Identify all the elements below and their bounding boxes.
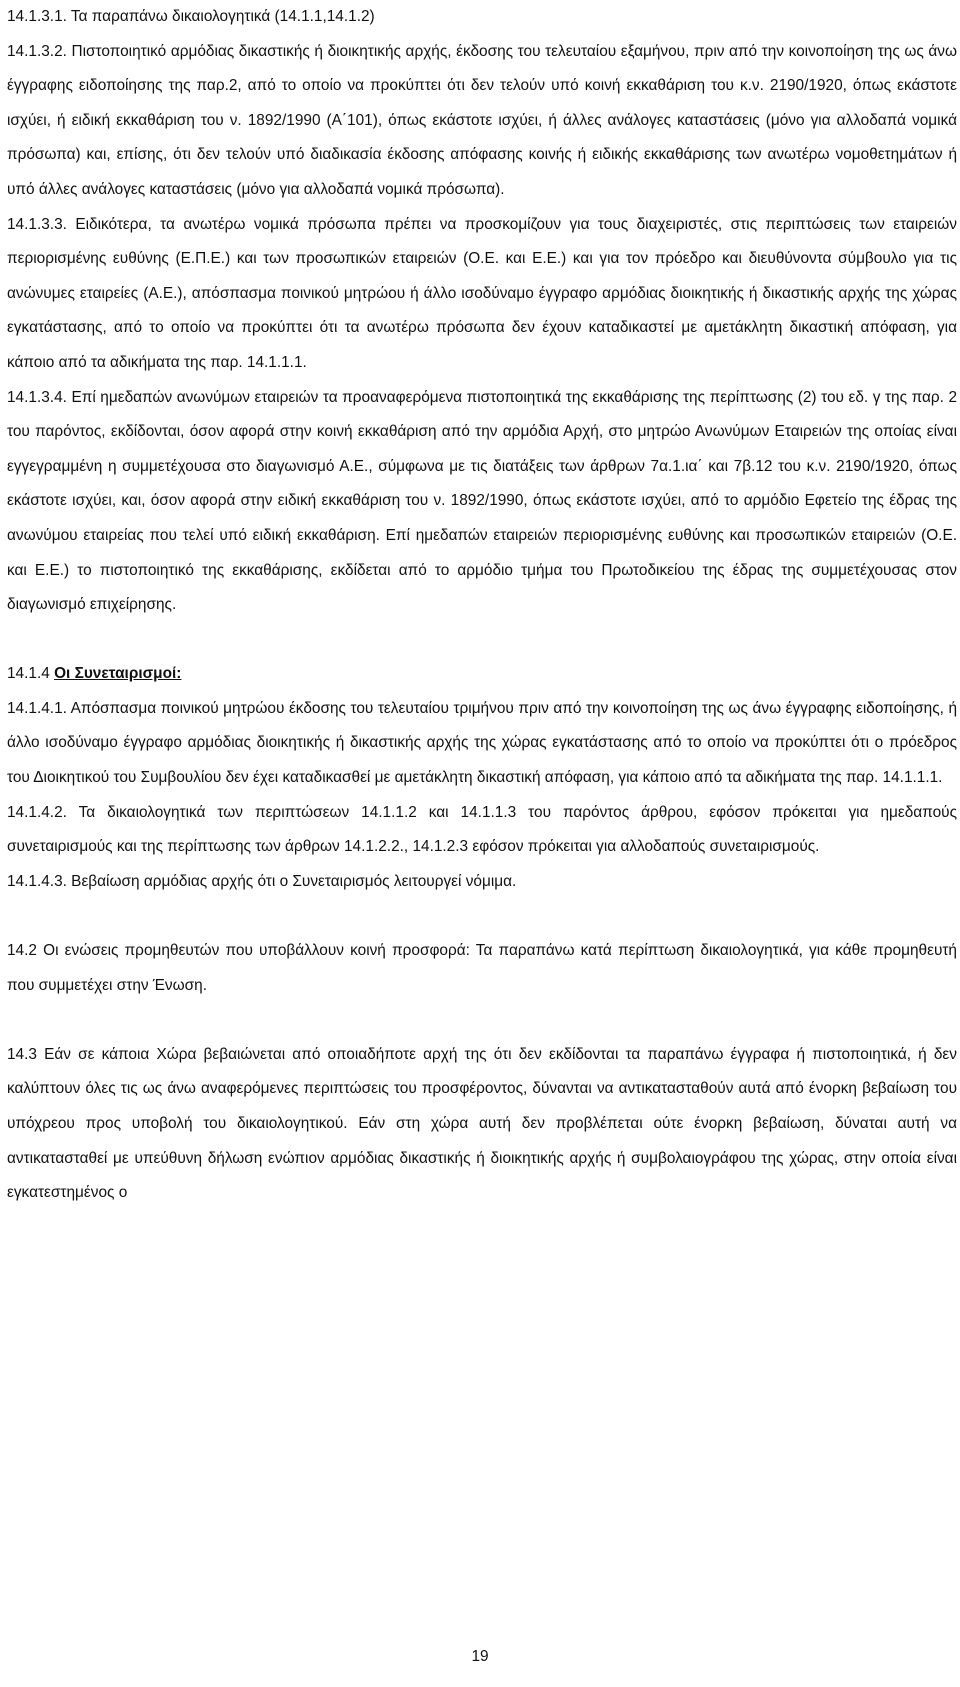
section-title: Οι Συνεταιρισμοί:	[54, 665, 182, 683]
spacer	[7, 899, 957, 934]
spacer	[7, 1003, 957, 1038]
document-page	[7, 0, 957, 1687]
paragraph-14-1-4-3: 14.1.4.3. Βεβαίωση αρμόδιας αρχής ότι ο Συνεταιρισμός λειτουργεί νόμιμα.	[7, 872, 517, 890]
section-heading-14-1-4	[7, 657, 957, 692]
paragraph-14-1-4-2: 14.1.4.2. Τα δικαιολογητικά των περιπτώσεων 14.1.1.2 και 14.1.1.3 του παρόντος άρθρου, εφόσον πρόκειται για ημεδαπούς συνεταιρισμούς και της περίπτωσης των άρθρων 14.1.2.2., 14.1.2.3 εφόσον πρόκειται για αλλοδαπούς συνεταιρισμούς.	[7, 803, 957, 856]
section-number: 14.1.4	[7, 665, 50, 683]
paragraph-14-3: 14.3 Εάν σε κάποια Χώρα βεβαιώνεται από οποιαδήποτε αρχή της ότι δεν εκδίδονται τα παραπάνω έγγραφα ή πιστοποιητικά, ή δεν καλύπτουν όλες τις ως άνω αναφερόμενες περιπτώσεις του προσφέροντος, δύνανται να αντικατασταθούν αυτά από ένορκη βεβαίωση του υπόχρεου προς υποβολή του δικαιολογητικού. Εάν στη χώρα αυτή δεν προβλέπεται ούτε ένορκη βεβαίωση, δύναται αυτή να αντικατασταθεί με υπεύθυνη δήλωση ενώπιον αρμόδιας δικαστικής ή διοικητικής αρχής ή συμβολαιογράφου της χώρας, στην οποία είναι εγκατεστημένος ο	[7, 1045, 957, 1202]
spacer	[7, 623, 957, 658]
paragraph-14-1-3-1: 14.1.3.1. Τα παραπάνω δικαιολογητικά (14.1.1,14.1.2)	[7, 8, 375, 25]
paragraph-14-2: 14.2 Οι ενώσεις προμηθευτών που υποβάλλουν κοινή προσφορά: Τα παραπάνω κατά περίπτωση δικαιολογητικά, για κάθε προμηθευτή που συμμετέχει στην Ένωση.	[7, 942, 957, 994]
paragraph-14-1-4-1: 14.1.4.1. Απόσπασμα ποινικού μητρώου έκδοσης του τελευταίου τριμήνου πριν από την κοινοποίηση της ως άνω έγγραφης ειδοποίησης, ή άλλο ισοδύναμο έγγραφο αρμόδιας διοικητικής ή δικαστικής αρχής της χώρας εγκατάστασης από το οποίο να προκύπτει ότι ο πρόεδρος του Διοικητικού του Συμβουλίου δεν έχει καταδικασθεί με αμετάκλητη δικαστική απόφαση, για κάποιο από τα αδικήματα της παρ. 14.1.1.1.	[7, 699, 957, 787]
paragraph-14-1-3-2: 14.1.3.2. Πιστοποιητικό αρμόδιας δικαστικής ή διοικητικής αρχής, έκδοσης του τελευταίου εξαμήνου, πριν από την κοινοποίηση της ως άνω έγγραφης ειδοποίησης της παρ.2, από το οποίο να προκύπτει ότι δεν τελούν υπό κοινή εκκαθάριση του κ.ν. 2190/1920, όπως εκάστοτε ισχύει, ή ειδική εκκαθάριση του ν. 1892/1990 (Α΄101), όπως εκάστοτε ισχύει, ή άλλες ανάλογες καταστάσεις (μόνο για αλλοδαπά νομικά πρόσωπα) και, επίσης, ότι δεν τελούν υπό διαδικασία έκδοσης απόφασης κοινής ή ειδικής εκκαθάρισης των ανωτέρω νομοθετημάτων ή υπό άλλες ανάλογες καταστάσεις (μόνο για αλλοδαπά νομικά πρόσωπα).	[7, 42, 957, 198]
page-number: 19	[471, 1648, 489, 1665]
paragraph-14-1-3-4: 14.1.3.4. Επί ημεδαπών ανωνύμων εταιρειών τα προαναφερόμενα πιστοποιητικά της εκκαθάρισης της περίπτωσης (2) του εδ. γ της παρ. 2 του παρόντος, εκδίδονται, όσον αφορά στην κοινή εκκαθάριση από την αρμόδια Αρχή, στο μητρώο Ανωνύμων Εταιρειών της οποίας είναι εγγεγραμμένη η συμμετέχουσα στο διαγωνισμό Α.Ε., σύμφωνα με τις διατάξεις των άρθρων 7α.1.ια΄ και 7β.12 του κ.ν. 2190/1920, όπως εκάστοτε ισχύει, και, όσον αφορά στην ειδική εκκαθάριση του ν. 1892/1990, όπως εκάστοτε ισχύει, από το αρμόδιο Εφετείο της έδρας της ανωνύμου εταιρείας που τελεί υπό ειδική εκκαθάριση. Επί ημεδαπών εταιρειών περιορισμένης ευθύνης και προσωπικών εταιρειών (Ο.Ε. και Ε.Ε.) το πιστοποιητικό της εκκαθάρισης, εκδίδεται από το αρμόδιο τμήμα του Πρωτοδικείου της έδρας της συμμετέχουσας στον διαγωνισμό επιχείρησης.	[7, 388, 957, 614]
paragraph-14-1-3-3: 14.1.3.3. Ειδικότερα, τα ανωτέρω νομικά πρόσωπα πρέπει να προσκομίζουν για τους διαχειριστές, στις περιπτώσεις των εταιρειών περιορισμένης ευθύνης (Ε.Π.Ε.) και των προσωπικών εταιρειών (Ο.Ε. και Ε.Ε.) και για τον πρόεδρο και διευθύνοντα σύμβουλο για τις ανώνυμες εταιρείες (Α.Ε.), απόσπασμα ποινικού μητρώου ή άλλο ισοδύναμο έγγραφο αρμόδιας διοικητικής ή δικαστικής αρχής της χώρας εγκατάστασης, από το οποίο να προκύπτει ότι τα ανωτέρω πρόσωπα δεν έχουν καταδικαστεί με αμετάκλητη δικαστική απόφαση, για κάποιο από τα αδικήματα της παρ. 14.1.1.1.	[7, 215, 957, 371]
